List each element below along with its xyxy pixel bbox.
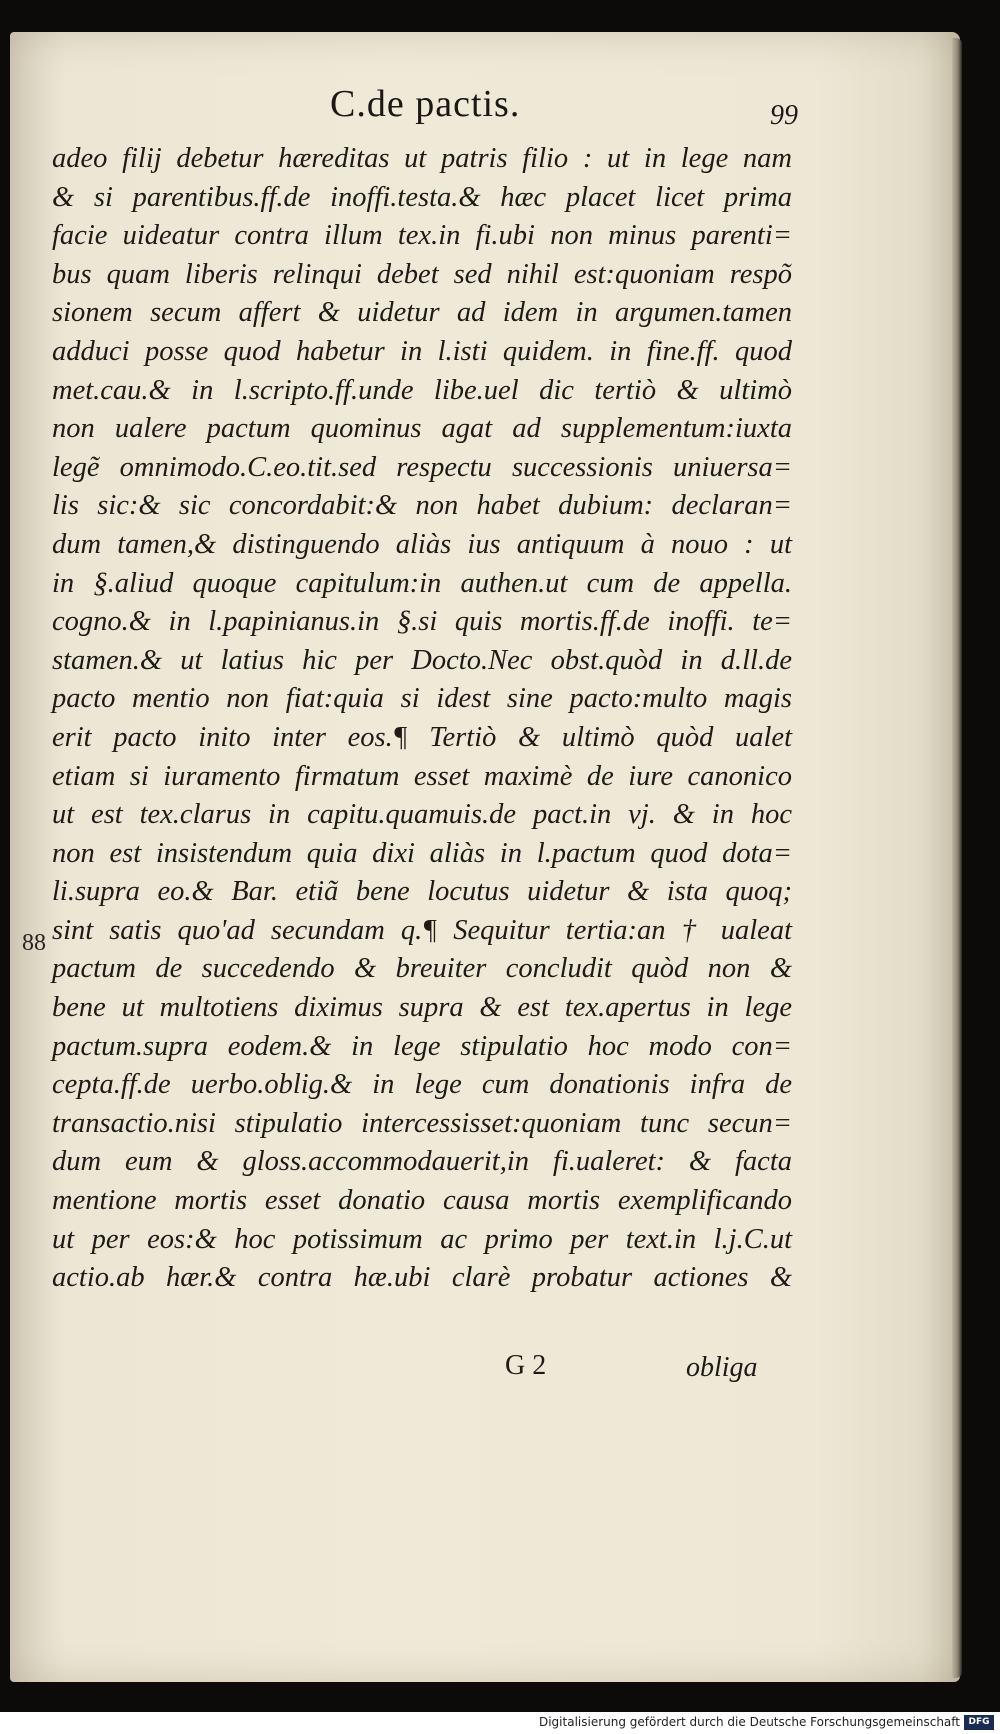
text-line: ut per eos:& hoc potissimum ac primo per text.in l.j.C.ut bbox=[52, 1223, 792, 1255]
text-line: bene ut multotiens diximus supra & est tex.apertus in lege bbox=[52, 992, 792, 1024]
text-line: li.supra eo.& Bar. etiã bene locutus uidetur & ista quoq; bbox=[52, 876, 792, 908]
text-line: cepta.ff.de uerbo.oblig.& in lege cum donationis infra de bbox=[52, 1069, 792, 1101]
text-line: transactio.nisi stipulatio intercessisset:quoniam tunc secun= bbox=[52, 1107, 792, 1139]
text-line: sionem secum affert & uidetur ad idem in argumen.tamen bbox=[52, 297, 792, 329]
text-line: sint satis quo'ad secundam q.¶ Sequitur tertia:an † ualeat bbox=[52, 914, 792, 946]
text-line: legẽ omnimodo.C.eo.tit.sed respectu successionis uniuersa= bbox=[52, 451, 792, 483]
text-line: non ualere pactum quominus agat ad supplementum:iuxta bbox=[52, 413, 792, 445]
text-line: met.cau.& in l.scripto.ff.unde libe.uel dic tertiò & ultimò bbox=[52, 374, 792, 406]
text-line: in §.aliud quoque capitulum:in authen.ut cum de appella. bbox=[52, 567, 792, 599]
margin-note: 88 bbox=[22, 930, 46, 956]
funding-credit: Digitalisierung gefördert durch die Deutsche Forschungsgemeinschaft bbox=[538, 1715, 960, 1729]
text-line: mentione mortis esset donatio causa mortis exemplificando bbox=[52, 1185, 792, 1217]
text-line: erit pacto inito inter eos.¶ Tertiò & ultimò quòd ualet bbox=[52, 721, 792, 753]
text-line: facie uideatur contra illum tex.in fi.ubi non minus parenti= bbox=[52, 220, 792, 252]
dfg-logo: DFG bbox=[964, 1715, 994, 1730]
text-line: adeo filij debetur hæreditas ut patris filio : ut in lege nam bbox=[52, 143, 792, 174]
text-line: dum eum & gloss.accommodauerit,in fi.ualeret: & facta bbox=[52, 1146, 792, 1178]
catchword: obliga bbox=[686, 1352, 758, 1383]
page-number: 99 bbox=[770, 100, 798, 131]
text-line: pactum.supra eodem.& in lege stipulatio hoc modo con= bbox=[52, 1030, 792, 1062]
footer-bar bbox=[0, 1712, 1000, 1734]
page-edge bbox=[952, 38, 962, 1678]
text-line: adduci posse quod habetur in l.isti quidem. in fine.ff. quod bbox=[52, 335, 792, 367]
text-line: stamen.& ut latius hic per Docto.Nec obst.quòd in d.ll.de bbox=[52, 644, 792, 676]
text-line: ut est tex.clarus in capitu.quamuis.de pact.in vj. & in hoc bbox=[52, 799, 792, 831]
text-line: lis sic:& sic concordabit:& non habet dubium: declaran= bbox=[52, 490, 792, 522]
text-line: non est insistendum quia dixi aliàs in l.pactum quod dota= bbox=[52, 837, 792, 869]
text-line: cogno.& in l.papinianus.in §.si quis mortis.ff.de inoffi. te= bbox=[52, 606, 792, 638]
text-line: bus quam liberis relinqui debet sed nihil est:quoniam respõ bbox=[52, 258, 792, 290]
text-line: etiam si iuramento firmatum esset maximè de iure canonico bbox=[52, 760, 792, 792]
body-text bbox=[52, 140, 792, 1298]
text-line: pactum de succedendo & breuiter concludit quòd non & bbox=[52, 953, 792, 985]
text-line: actio.ab hær.& contra hæ.ubi clarè probatur actiones & bbox=[52, 1262, 792, 1294]
text-line: & si parentibus.ff.de inoffi.testa.& hæc placet licet prima bbox=[52, 181, 792, 213]
text-line: pacto mentio non fiat:quia si idest sine pacto:multo magis bbox=[52, 683, 792, 715]
signature-mark: G 2 bbox=[505, 1350, 547, 1381]
running-head: C.de pactis. bbox=[330, 83, 521, 125]
text-line: dum tamen,& distinguendo aliàs ius antiquum à nouo : ut bbox=[52, 528, 792, 560]
